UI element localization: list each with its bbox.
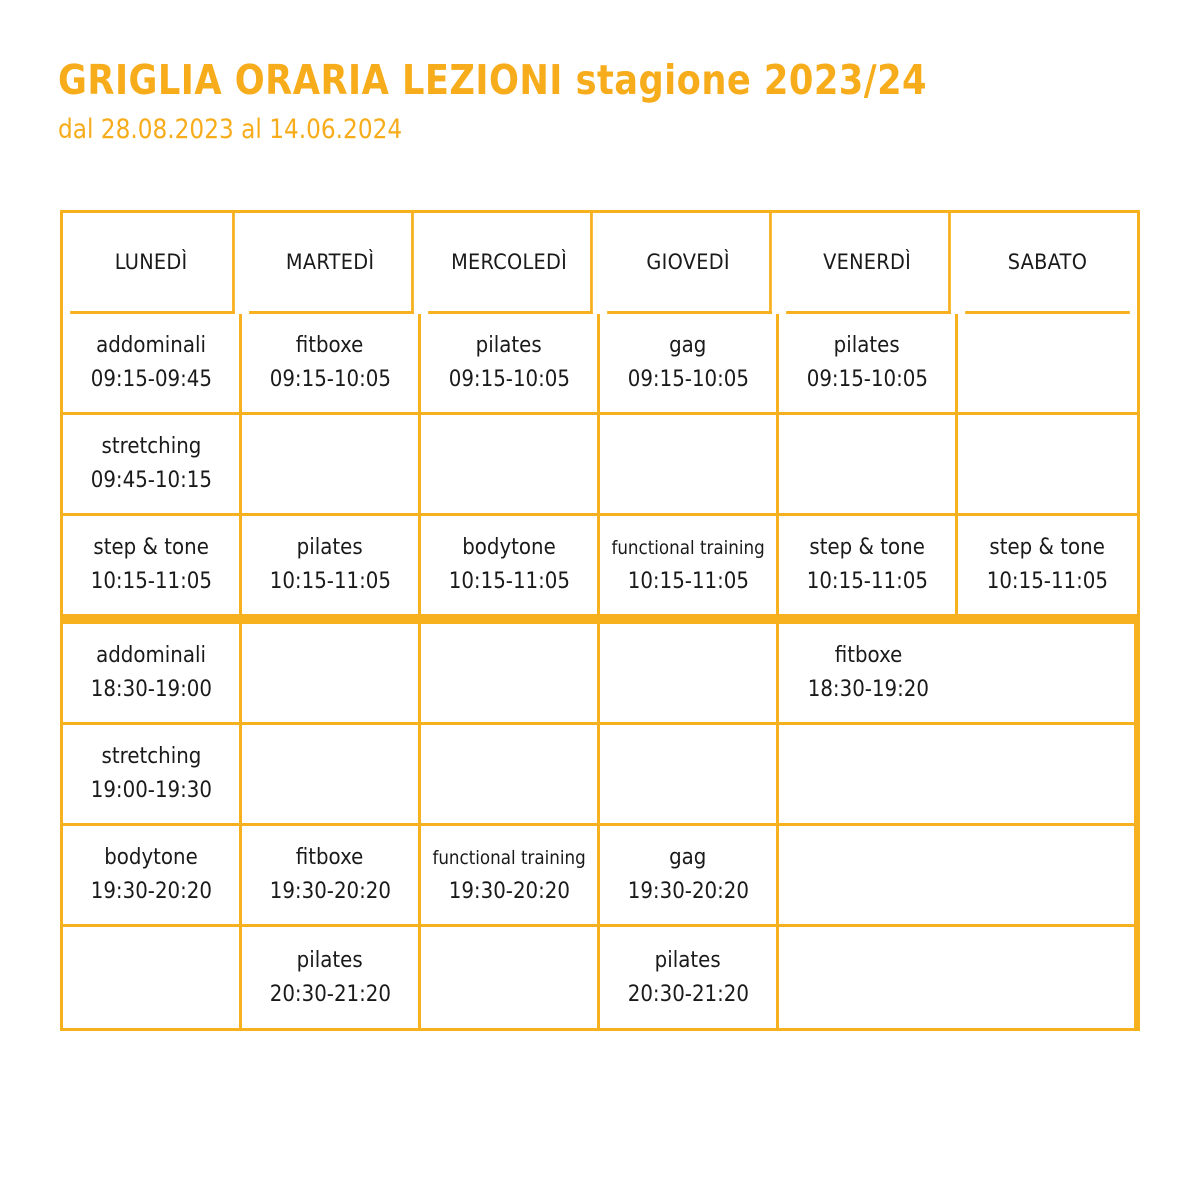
lesson-slot-evening-mercoledi bbox=[421, 927, 600, 1028]
lesson-slot-evening-venerdi bbox=[779, 725, 958, 826]
day-header-sabato: SABATO bbox=[965, 213, 1130, 314]
lesson-slot-evening-mercoledi bbox=[421, 826, 600, 927]
lesson-name: addominali bbox=[96, 643, 206, 668]
lesson-slot-morning-lunedi bbox=[63, 415, 242, 516]
lesson-slot-evening-sabato bbox=[958, 624, 1137, 725]
lesson-slot-evening-sabato bbox=[958, 826, 1137, 927]
lesson-slot-evening-lunedi bbox=[63, 624, 242, 725]
day-header-giovedi: GIOVEDÌ bbox=[607, 213, 772, 314]
lesson-name: bodytone bbox=[104, 845, 198, 870]
lesson-name: fitboxe bbox=[296, 845, 364, 870]
page-title bbox=[58, 56, 927, 104]
lesson-name: pilates bbox=[297, 535, 363, 560]
lesson-slot-morning-giovedi bbox=[600, 516, 779, 617]
lesson-slot-evening-venerdi bbox=[779, 927, 958, 1028]
lesson-time: 10:15-11:05 bbox=[269, 569, 391, 594]
lesson-slot-morning-martedi bbox=[242, 415, 421, 516]
title-main: GRIGLIA ORARIA LEZIONI bbox=[58, 56, 563, 104]
lesson-name: gag bbox=[669, 333, 707, 358]
lesson-time: 10:15-11:05 bbox=[627, 569, 749, 594]
lesson-slot-evening-giovedi bbox=[600, 927, 779, 1028]
lesson-slot-evening-lunedi bbox=[63, 927, 242, 1028]
lesson-slot-morning-venerdi bbox=[779, 415, 958, 516]
lesson-slot-morning-venerdi bbox=[779, 314, 958, 415]
lesson-slot-morning-lunedi bbox=[63, 314, 242, 415]
lesson-name: pilates bbox=[297, 947, 363, 973]
lesson-time: 09:15-10:05 bbox=[806, 367, 928, 392]
lesson-name: step & tone bbox=[989, 535, 1106, 560]
page-subtitle: dal 28.08.2023 al 14.06.2024 bbox=[58, 114, 403, 145]
lesson-time: 20:30-21:20 bbox=[627, 981, 749, 1007]
lesson-slot-evening-giovedi bbox=[600, 624, 779, 725]
day-header-martedi: MARTEDÌ bbox=[249, 213, 414, 314]
lesson-name: addominali bbox=[96, 333, 206, 358]
lesson-slot-evening-lunedi bbox=[63, 826, 242, 927]
day-header-venerdi: VENERDÌ bbox=[786, 213, 951, 314]
lesson-slot-evening-lunedi bbox=[63, 725, 242, 826]
lesson-time: 19:30-20:20 bbox=[269, 879, 391, 904]
day-header-lunedi: LUNEDÌ bbox=[70, 213, 235, 314]
lesson-slot-morning-lunedi bbox=[63, 516, 242, 617]
lesson-time: 10:15-11:05 bbox=[448, 569, 570, 594]
lesson-time: 19:30-20:20 bbox=[448, 879, 570, 904]
lesson-time: 09:15-10:05 bbox=[448, 367, 570, 392]
lesson-time: 09:15-09:45 bbox=[90, 367, 212, 392]
lesson-time: 19:30-20:20 bbox=[627, 879, 749, 904]
lesson-slot-evening-martedi bbox=[242, 725, 421, 826]
lesson-time: 10:15-11:05 bbox=[806, 569, 928, 594]
lesson-time: 09:45-10:15 bbox=[90, 468, 212, 493]
lesson-name: functional training bbox=[611, 537, 765, 559]
title-season: stagione 2023/24 bbox=[575, 56, 928, 104]
lesson-slot-morning-sabato bbox=[958, 415, 1137, 516]
lesson-slot-evening-sabato bbox=[958, 927, 1137, 1028]
lesson-time: 09:15-10:05 bbox=[627, 367, 749, 392]
lesson-slot-morning-sabato bbox=[958, 516, 1137, 617]
lesson-slot-evening-venerdi bbox=[779, 826, 958, 927]
lesson-name: stretching bbox=[101, 744, 201, 769]
lesson-slot-morning-martedi bbox=[242, 516, 421, 617]
lesson-time: 18:30-19:00 bbox=[90, 677, 212, 702]
lesson-slot-evening-martedi bbox=[242, 826, 421, 927]
lesson-time: 10:15-11:05 bbox=[90, 569, 212, 594]
lesson-slot-evening-martedi bbox=[242, 927, 421, 1028]
lesson-slot-morning-martedi bbox=[242, 314, 421, 415]
lesson-slot-morning-giovedi bbox=[600, 314, 779, 415]
lesson-slot-evening-mercoledi bbox=[421, 725, 600, 826]
lesson-slot-morning-venerdi bbox=[779, 516, 958, 617]
lesson-name: pilates bbox=[476, 333, 542, 358]
lesson-name: fitboxe bbox=[296, 333, 364, 358]
lesson-slot-evening-venerdi bbox=[779, 624, 958, 725]
lesson-slot-evening-giovedi bbox=[600, 826, 779, 927]
lesson-name: step & tone bbox=[809, 535, 925, 560]
lesson-slot-evening-giovedi bbox=[600, 725, 779, 826]
lesson-slot-evening-mercoledi bbox=[421, 624, 600, 725]
lesson-name: functional training bbox=[432, 847, 586, 869]
schedule-table bbox=[60, 210, 1140, 1031]
lesson-slot-morning-mercoledi bbox=[421, 516, 600, 617]
lesson-slot-morning-mercoledi bbox=[421, 415, 600, 516]
lesson-time: 19:30-20:20 bbox=[90, 879, 212, 904]
lesson-name: gag bbox=[669, 845, 707, 870]
morning-evening-divider bbox=[63, 617, 1137, 624]
lesson-slot-morning-mercoledi bbox=[421, 314, 600, 415]
lesson-slot-morning-giovedi bbox=[600, 415, 779, 516]
lesson-time: 20:30-21:20 bbox=[269, 981, 391, 1007]
lesson-name: bodytone bbox=[462, 535, 556, 560]
lesson-name: pilates bbox=[834, 333, 900, 358]
day-header-mercoledi: MERCOLEDÌ bbox=[428, 213, 593, 314]
lesson-time: 18:30-19:20 bbox=[807, 677, 930, 702]
lesson-name: step & tone bbox=[93, 535, 209, 560]
lesson-slot-evening-sabato bbox=[958, 725, 1137, 826]
lesson-slot-evening-martedi bbox=[242, 624, 421, 725]
lesson-name: stretching bbox=[101, 434, 201, 459]
lesson-time: 19:00-19:30 bbox=[90, 778, 212, 803]
lesson-time: 09:15-10:05 bbox=[269, 367, 391, 392]
lesson-name: pilates bbox=[655, 947, 721, 973]
lesson-time: 10:15-11:05 bbox=[986, 569, 1109, 594]
lesson-name: fitboxe bbox=[834, 643, 903, 668]
lesson-slot-morning-sabato bbox=[958, 314, 1137, 415]
